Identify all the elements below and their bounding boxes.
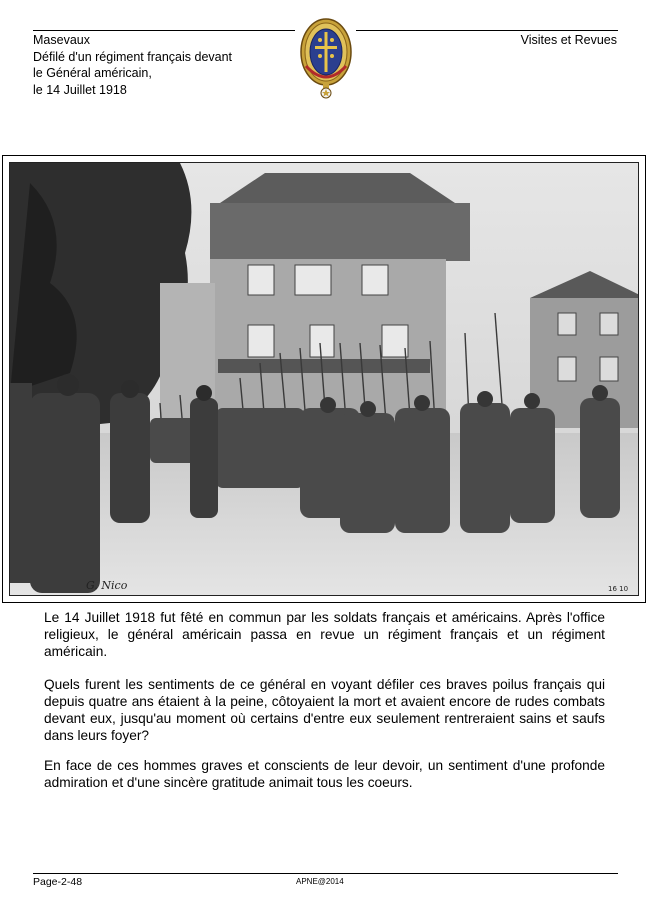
paragraph-1: Le 14 Juillet 1918 fut fêté en commun par les soldats français et américains. Après l'office religieux, le général américain passa en revue un régiment français et un régiment américain.	[44, 610, 605, 659]
parade-photograph	[9, 162, 639, 596]
photo-corner-mark: 16 10	[608, 585, 629, 593]
header-line-date: le 14 Juillet 1918	[33, 82, 127, 97]
photo-frame	[2, 155, 646, 603]
header-caption	[33, 32, 232, 98]
header-line-location: Masevaux	[33, 33, 90, 47]
header-rule-right	[356, 30, 618, 31]
paragraph-2: Quels furent les sentiments de ce général en voyant défiler ces braves poilus français qui depuis quatre ans étaient à la peine, côtoyaient la mort et avaient encore de rudes combats devant eux, jusqu'au moment où certains d'entre eux seulement rentreraient sains et saufs dans leurs foyer?	[44, 677, 605, 743]
header-line-subtitle: le Général américain,	[33, 66, 152, 80]
copyright-notice: APNE@2014	[296, 877, 344, 886]
parade-photo-illustration	[10, 163, 638, 595]
paragraph-3: En face de ces hommes graves et conscients de leur devoir, un sentiment d'une profonde admiration et d'une sincère gratitude animait tous les coeurs.	[44, 758, 605, 790]
photo-signature: G. Nico	[86, 579, 128, 592]
footer-rule	[33, 873, 618, 874]
header-section-title: Visites et Revues	[520, 33, 617, 47]
header-line-title: Défilé d'un régiment français devant	[33, 49, 233, 64]
french-republic-coat-of-arms-icon	[298, 16, 354, 100]
header-rule-left	[33, 30, 295, 31]
page-number: Page-2-48	[33, 876, 83, 888]
